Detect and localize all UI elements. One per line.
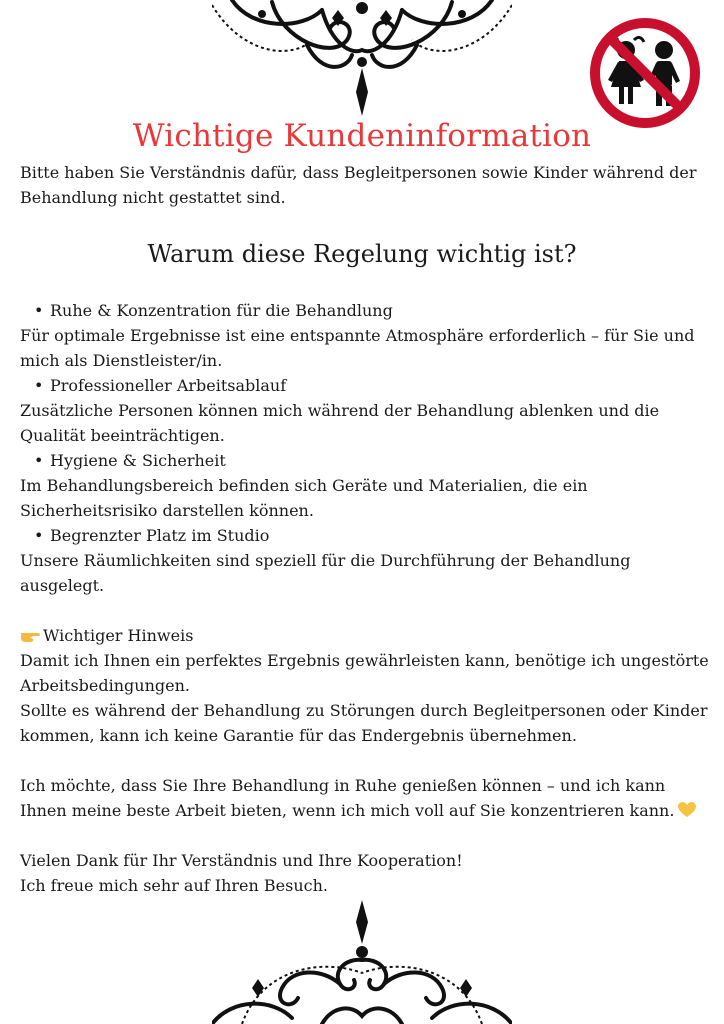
section-heading: Warum diese Regelung wichtig ist?: [147, 240, 577, 268]
page-title: Wichtige Kundeninformation: [132, 118, 592, 154]
chandelier-ornament-icon: [212, 898, 512, 1024]
list-item-text: Zusätzliche Personen können mich während der Behandlung ablenken und die Qualität beeinträchtigen.: [20, 401, 660, 445]
yellow-heart-icon: [678, 802, 696, 818]
pointing-hand-icon: [20, 627, 40, 643]
list-item-text: Im Behandlungsbereich befinden sich Geräte und Materialien, die ein Sicherheitsrisiko darstellen können.: [20, 476, 588, 520]
thanks-line-1: Vielen Dank für Ihr Verständnis und Ihre Kooperation!: [20, 851, 463, 870]
chandelier-ornament-icon: [212, 0, 512, 120]
list-item-title: • Ruhe & Konzentration für die Behandlung: [50, 298, 393, 323]
notice-paragraph-3: [20, 773, 710, 823]
thanks-line-2: Ich freue mich sehr auf Ihren Besuch.: [20, 876, 329, 895]
notice-title: Wichtiger Hinweis: [43, 626, 194, 645]
list-item-title: • Hygiene & Sicherheit: [50, 448, 226, 473]
notice-paragraph-2: Sollte es während der Behandlung zu Störungen durch Begleitpersonen oder Kinder kommen, kann ich keine Garantie für das Endergebnis übernehmen.: [20, 701, 708, 745]
list-item-text: Für optimale Ergebnisse ist eine entspannte Atmosphäre erforderlich – für Sie und mich als Dienstleister/in.: [20, 326, 695, 370]
list-item-title: • Begrenzter Platz im Studio: [50, 523, 269, 548]
list-item-title: • Professioneller Arbeitsablauf: [50, 373, 286, 398]
notice-paragraph-1: Damit ich Ihnen ein perfektes Ergebnis gewährleisten kann, benötige ich ungestörte Arbeitsbedingungen.: [20, 651, 709, 695]
no-children-icon: [586, 14, 704, 132]
intro-text: Bitte haben Sie Verständnis dafür, dass Begleitpersonen sowie Kinder während der Behandlung nicht gestattet sind.: [20, 163, 697, 207]
bottom-chandelier-ornament: [0, 898, 724, 1024]
notice-paragraph-3-text: Ich möchte, dass Sie Ihre Behandlung in Ruhe genießen können – und ich kann Ihnen meine beste Arbeit bieten, wenn ich mich voll auf Sie konzentrieren kann.: [20, 776, 675, 820]
notice-title-row: [20, 623, 710, 648]
list-item-text: Unsere Räumlichkeiten sind speziell für die Durchführung der Behandlung ausgelegt.: [20, 551, 631, 595]
